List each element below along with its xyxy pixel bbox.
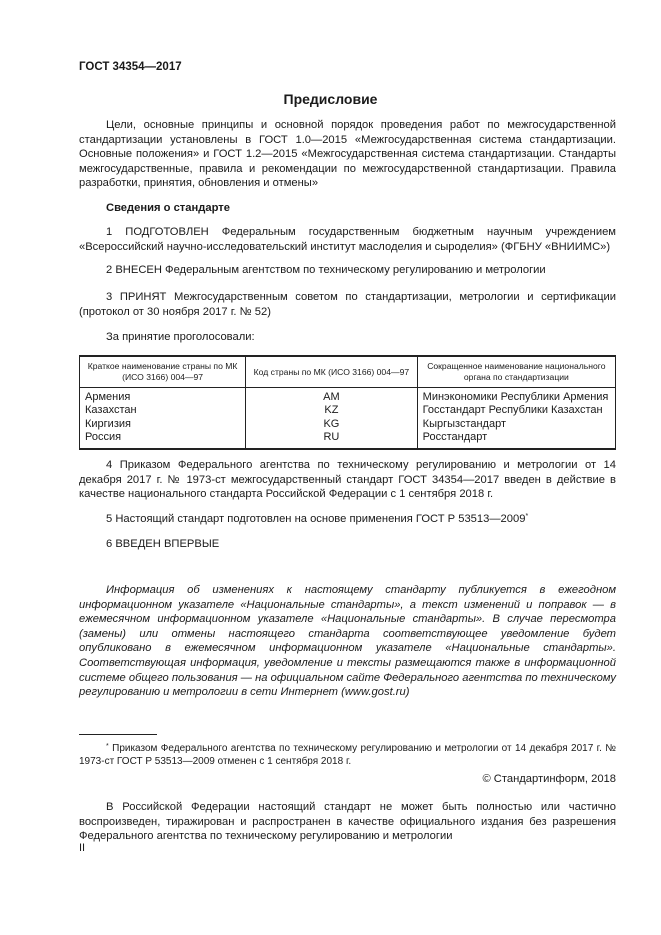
table-header-country: Краткое наименование страны по МК (ИСО 3166) 004—97 <box>80 356 246 388</box>
item-5-paragraph <box>79 510 616 527</box>
item-1 <box>79 225 616 254</box>
item-6 <box>79 537 616 552</box>
item-5 <box>79 510 616 527</box>
table-cell-code: KZ <box>246 404 418 417</box>
table-header-row <box>80 356 616 388</box>
table-row <box>80 404 616 417</box>
intro-paragraph <box>79 118 616 191</box>
page-title: Предисловие <box>283 91 378 107</box>
table-cell-body: Минэкономики Республики Армения <box>417 388 615 405</box>
voting-table <box>79 355 616 450</box>
table-cell-body: Росстандарт <box>417 431 615 448</box>
rights-notice-text: В Российской Федерации настоящий стандарт не может быть полностью или частично воспроизведен, тиражирован и распространен в качестве официального издания без разрешения Федерального агентства по техническому регулированию и метрологии <box>79 801 616 843</box>
item-3 <box>79 290 616 319</box>
item-2 <box>79 263 616 278</box>
table-row <box>80 388 616 405</box>
table-header-code: Код страны по МК (ИСО 3166) 004—97 <box>246 356 418 388</box>
intro-text: Цели, основные принципы и основной порядок проведения работ по межгосударственной стандартизации установлены в ГОСТ 1.0—2015 «Межгосударственная система стандартизации. Основные положения» и ГОСТ 1.2—2015 «Межгосударственная система стандартизации. Стандарты межгосударственные, правила и рекомендации по межгосударственной стандартизации. Правила разработки, принятия, обновления и отмены» <box>79 119 616 190</box>
item-4-text: 4 Приказом Федерального агентства по техническому регулированию и метрологии от 14 декабря 2017 г. № 1973-ст межгосударственный стандарт ГОСТ 34354—2017 введен в действие в качестве национального стандарта Российской Федерации с 1 сентября 2018 г. <box>79 459 616 501</box>
vote-label: За принятие проголосовали: <box>106 331 255 343</box>
item-3-text: 3 ПРИНЯТ Межгосударственным советом по стандартизации, метрологии и сертификации (протокол от 30 ноября 2017 г. № 52) <box>79 291 616 318</box>
table-cell-country: Армения <box>80 388 246 405</box>
page-number: II <box>79 842 86 854</box>
standard-code: ГОСТ 34354—2017 <box>79 61 182 73</box>
table-row <box>80 431 616 448</box>
item-2-text: 2 ВНЕСЕН Федеральным агентством по техническому регулированию и метрологии <box>106 264 546 276</box>
table-cell-body: Кыргызстандарт <box>417 418 615 431</box>
copyright: © Стандартинформ, 2018 <box>482 773 616 785</box>
item-5-text: 5 Настоящий стандарт подготовлен на основе применения ГОСТ Р 53513—2009 <box>106 513 526 525</box>
table-cell-code: KG <box>246 418 418 431</box>
change-notice <box>79 583 616 700</box>
footnote-text: Приказом Федерального агентства по техническому регулированию и метрологии от 14 декабря 2017 г. № 1973-ст ГОСТ Р 53513—2009 отменен с 1 сентября 2018 г. <box>79 743 616 768</box>
table-cell-code: RU <box>246 431 418 448</box>
rights-notice <box>79 800 616 844</box>
table-cell-code: AM <box>246 388 418 405</box>
info-heading-block <box>79 201 616 216</box>
table-cell-country: Киргизия <box>80 418 246 431</box>
footnote-mark: * <box>106 743 109 750</box>
item-6-text: 6 ВВЕДЕН ВПЕРВЫЕ <box>106 538 220 550</box>
vote-label-block <box>79 330 616 345</box>
change-notice-text: Информация об изменениях к настоящему стандарту публикуется в ежегодном информационном указателе «Национальные стандарты», а текст изменений и поправок — в ежемесячном информационном указателе «Национальные стандарты». В случае пересмотра (замены) или отмены настоящего стандарта соответствующее уведомление будет опубликовано в ежемесячном информационном указателе «Национальные стандарты». Соответствующая информация, уведомление и тексты размещаются также в информационной системе общего пользования — на официальном сайте Федерального агентства по техническому регулированию и метрологии в сети Интернет (www.gost.ru) <box>79 584 616 699</box>
table-cell-country: Россия <box>80 431 246 448</box>
item-1-text: 1 ПОДГОТОВЛЕН Федеральным государственным бюджетным научным учреждением «Всероссийский научно-исследовательский институт маслоделия и сыроделия» (ФГБНУ «ВНИИМС») <box>79 226 616 253</box>
footnote-reference[interactable]: * <box>525 513 529 520</box>
table-row <box>80 418 616 431</box>
table-cell-country: Казахстан <box>80 404 246 417</box>
info-heading: Сведения о стандарте <box>106 202 230 214</box>
footnote-paragraph <box>79 740 616 768</box>
table-cell-body: Госстандарт Республики Казахстан <box>417 404 615 417</box>
footnote-divider <box>79 734 157 735</box>
table-header-body: Сокращенное наименование национального органа по стандартизации <box>417 356 615 388</box>
item-4 <box>79 458 616 502</box>
footnote <box>79 740 616 768</box>
